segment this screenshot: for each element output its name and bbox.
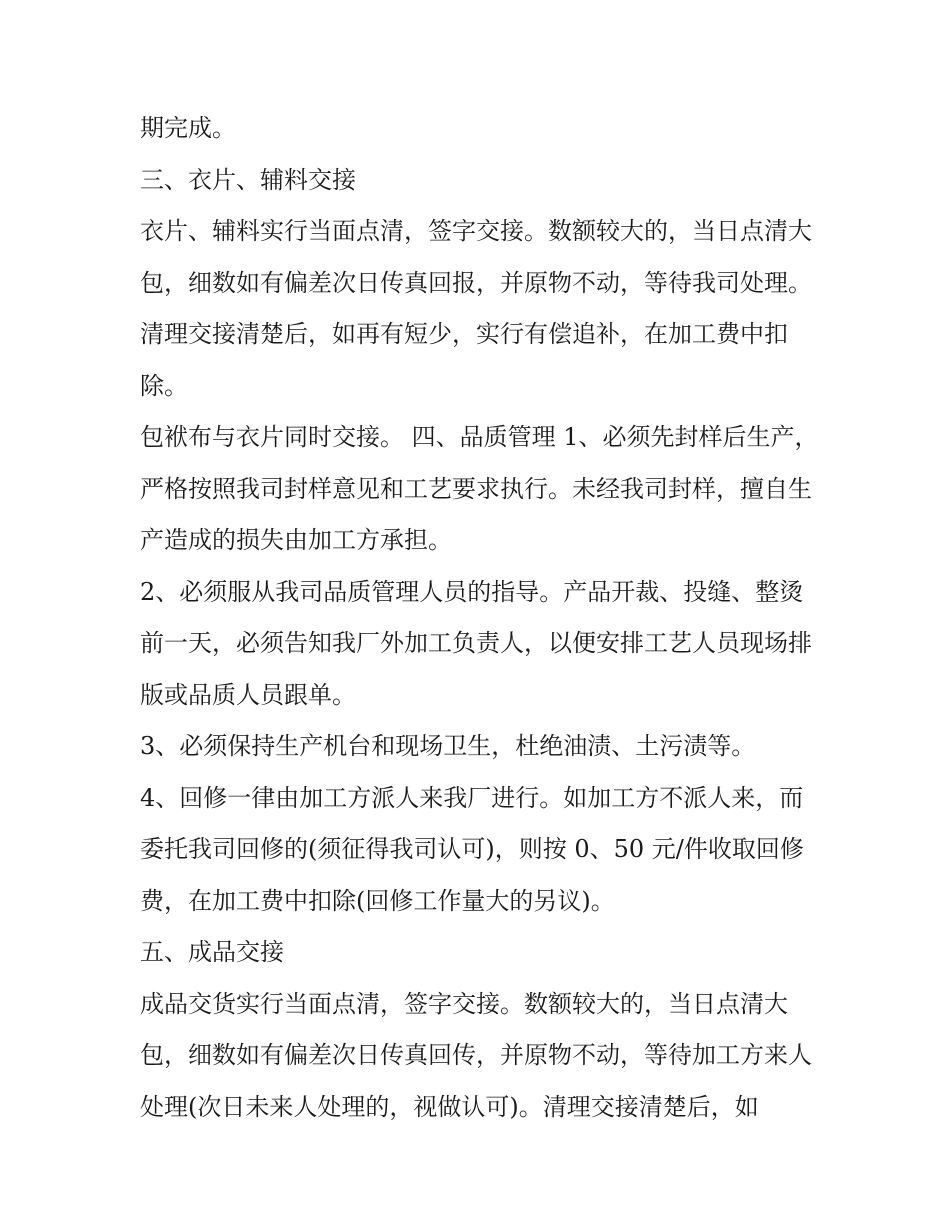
paragraph-finished-goods: 成品交货实行当面点清，签字交接。数额较大的，当日点清大包，细数如有偏差次日传真回传，并原物不动，等待加工方来人处理(次日未来人处理的，视做认可)。清理交接清楚后，如	[140, 989, 812, 1121]
paragraph-hygiene: 3、必须保持生产机台和现场卫生，杜绝油渍、土污渍等。	[140, 732, 756, 760]
section-heading-garment-accessories-handover: 三、衣片、辅料交接	[140, 165, 356, 194]
document-body	[140, 103, 820, 1133]
paragraph-quality-management: 包袱布与衣片同时交接。 四、品质管理 1、必须先封样后生产，严格按照我司封样意见和工艺要求执行。未经我司封样，擅自生产造成的损失由加工方承担。	[140, 423, 819, 554]
paragraph-repair: 4、回修一律由加工方派人来我厂进行。如加工方不派人来，而委托我司回修的(须征得我司认可)，则按 0、50 元/件收取回修费，在加工费中扣除(回修工作量大的另议)。	[140, 783, 804, 915]
paragraph-quality-guidance: 2、必须服从我司品质管理人员的指导。产品开裁、投缝、整烫前一天，必须告知我厂外加工负责人，以便安排工艺人员现场排版或品质人员跟单。	[140, 577, 812, 709]
paragraph-continuation: 期完成。	[140, 114, 236, 142]
section-heading-finished-goods-handover: 五、成品交接	[140, 938, 284, 966]
paragraph-garment-handover: 衣片、辅料实行当面点清，签字交接。数额较大的，当日点清大包，细数如有偏差次日传真回报，并原物不动，等待我司处理。清理交接清楚后，如再有短少，实行有偿追补，在加工费中扣除。	[140, 217, 812, 400]
